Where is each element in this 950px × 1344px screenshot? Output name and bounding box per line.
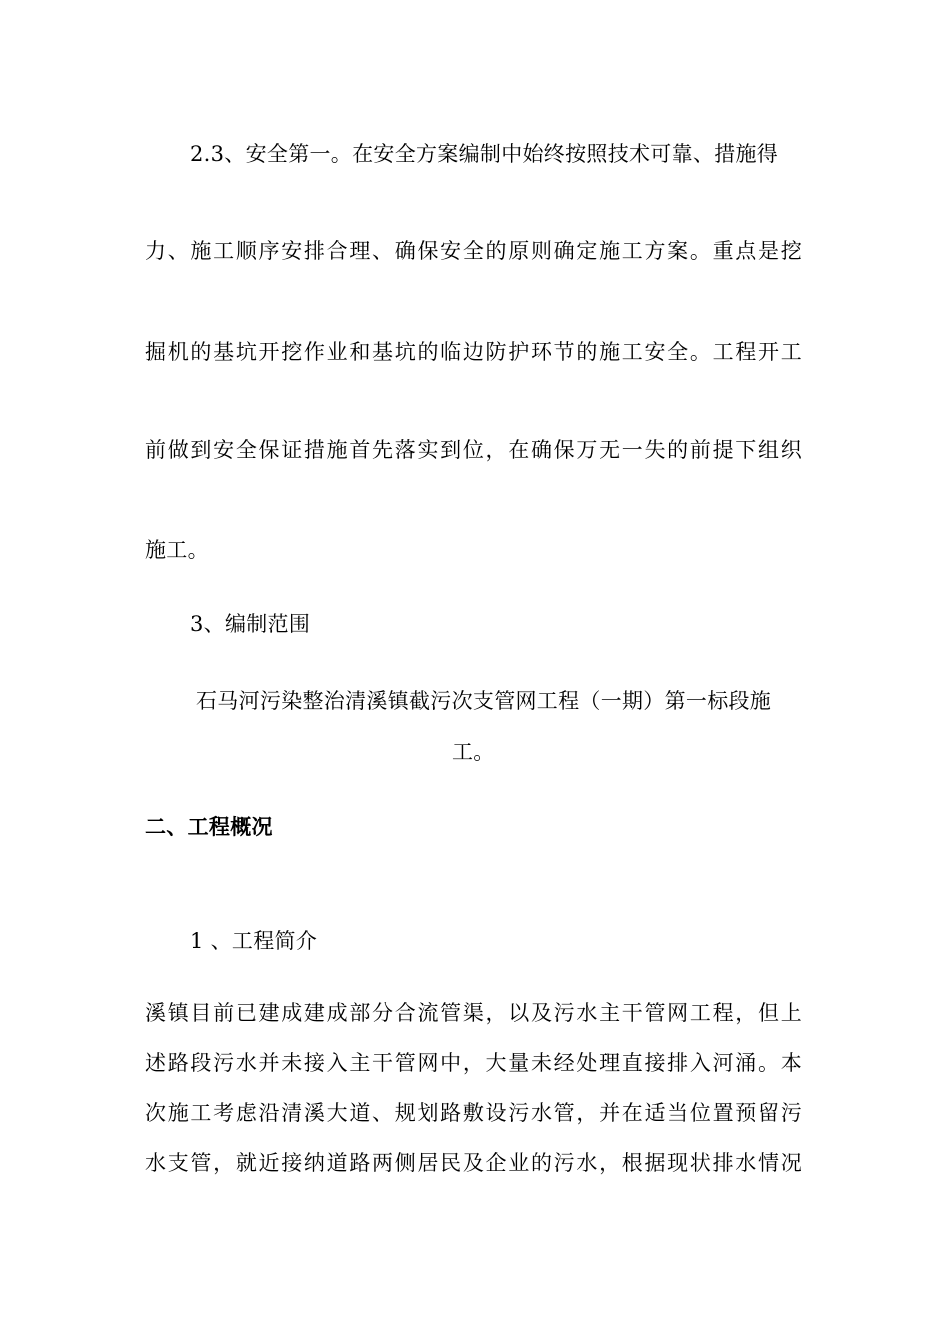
para-2-3-line-1: 2.3、安全第一。在安全方案编制中始终按照技术可靠、措施得	[190, 142, 779, 166]
section-3-heading: 3、编制范围	[190, 612, 311, 636]
section-1-heading: 1 、工程简介	[190, 929, 318, 953]
intro-text-line-4: 水支管，就近接纳道路两侧居民及企业的污水，根据现状排水情况	[145, 1151, 802, 1175]
para-2-3-line-5: 施工。	[145, 538, 209, 562]
intro-text-line-2: 述路段污水并未接入主干管网中，大量未经处理直接排入河涌。本	[145, 1051, 802, 1075]
scope-text-line-1: 石马河污染整治清溪镇截污次支管网工程（一期）第一标段施	[196, 689, 772, 713]
chapter-2-heading: 二、工程概况	[145, 815, 273, 839]
scope-text-line-2: 工。	[452, 740, 495, 764]
para-2-3-line-3: 掘机的基坑开挖作业和基坑的临边防护环节的施工安全。工程开工	[145, 340, 802, 364]
intro-text-line-1: 溪镇目前已建成建成部分合流管渠，以及污水主干管网工程，但上	[145, 1001, 802, 1025]
intro-text-line-3: 次施工考虑沿清溪大道、规划路敷设污水管，并在适当位置预留污	[145, 1101, 802, 1125]
para-2-3-line-2: 力、施工顺序安排合理、确保安全的原则确定施工方案。重点是挖	[145, 239, 802, 263]
para-2-3-line-4: 前做到安全保证措施首先落实到位，在确保万无一失的前提下组织	[145, 438, 802, 462]
